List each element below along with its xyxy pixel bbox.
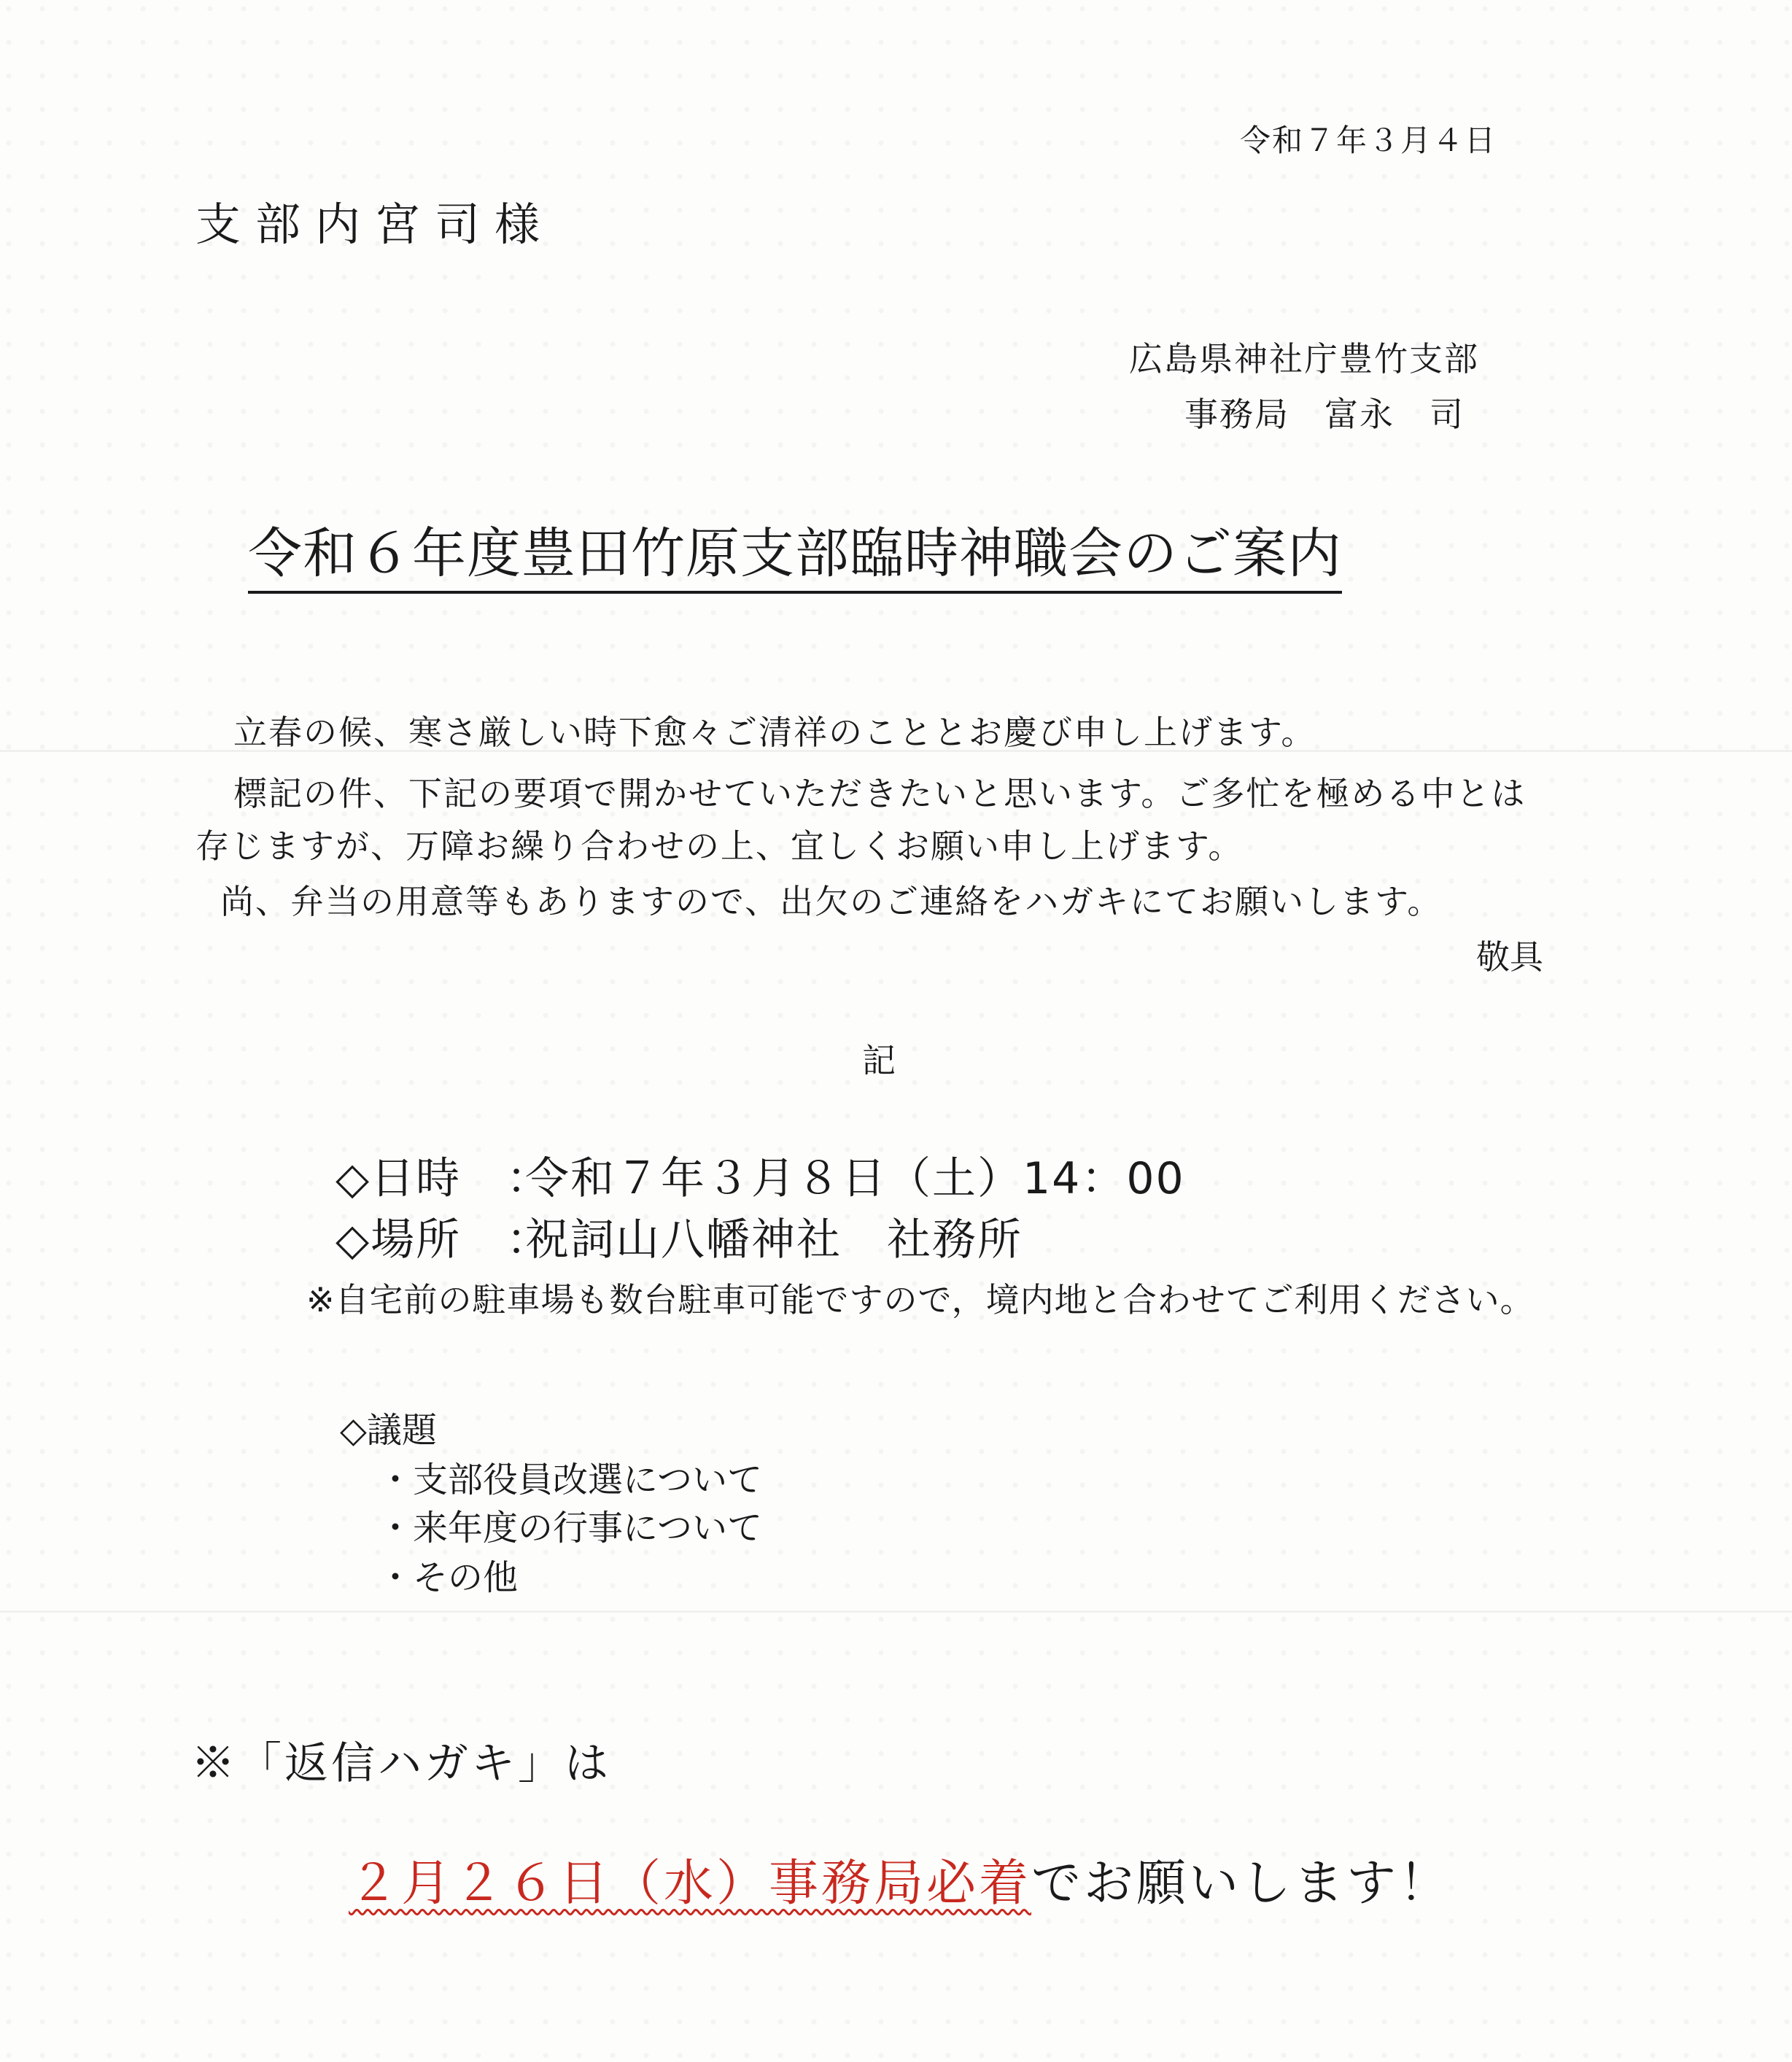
agenda-item: ・その他 — [378, 1557, 519, 1598]
agenda-item: ・支部役員改選について — [378, 1460, 763, 1500]
ki-heading: 記 — [862, 1041, 896, 1080]
reply-deadline — [349, 1844, 1451, 1915]
recipient: 支部内宮司様 — [195, 198, 555, 251]
fold-line-bottom — [0, 1611, 1792, 1613]
body-line-purpose: 標記の件、下記の要項で開かせていただきたいと思います。ご多忙を極める中とは — [233, 774, 1527, 813]
place-value: 祝詞山八幡神社 社務所 — [525, 1214, 1023, 1266]
detail-datetime — [335, 1144, 1185, 1206]
datetime-value: 令和７年３月８日（土）14：00 — [525, 1153, 1185, 1204]
detail-place — [335, 1205, 1023, 1268]
letter-date: 令和７年３月４日 — [1240, 123, 1497, 158]
parking-note: ※自宅前の駐車場も数台駐車可能ですので，境内地と合わせてご利用ください。 — [306, 1280, 1535, 1319]
reply-postcard-note: ※「返信ハガキ」は — [191, 1738, 611, 1789]
datetime-label: ◇日時 ： — [335, 1153, 552, 1204]
closing-word: 敬具 — [1476, 937, 1543, 977]
sender-office: 事務局 富永 司 — [1184, 395, 1465, 434]
body-line-request: 存じますが、万障お繰り合わせの上、宜しくお願い申し上げます。 — [195, 826, 1244, 866]
document-title: 令和６年度豊田竹原支部臨時神職会のご案内 — [248, 511, 1342, 594]
place-label: ◇場所 ： — [335, 1214, 552, 1266]
deadline-highlight: ２月２６日（水）事務局必着 — [349, 1855, 1032, 1912]
agenda-item: ・来年度の行事について — [378, 1508, 763, 1549]
body-line-reply-request: 尚、弁当の用意等もありますので、出欠のご連絡をハガキにてお願いします。 — [220, 882, 1443, 921]
body-line-greeting: 立春の候、寒さ厳しい時下愈々ご清祥のこととお慶び申し上げます。 — [233, 713, 1316, 752]
deadline-rest: でお願いします！ — [1031, 1855, 1452, 1912]
sender-organization: 広島県神社庁豊竹支部 — [1129, 339, 1479, 379]
agenda-heading: ◇議題 — [340, 1410, 437, 1451]
